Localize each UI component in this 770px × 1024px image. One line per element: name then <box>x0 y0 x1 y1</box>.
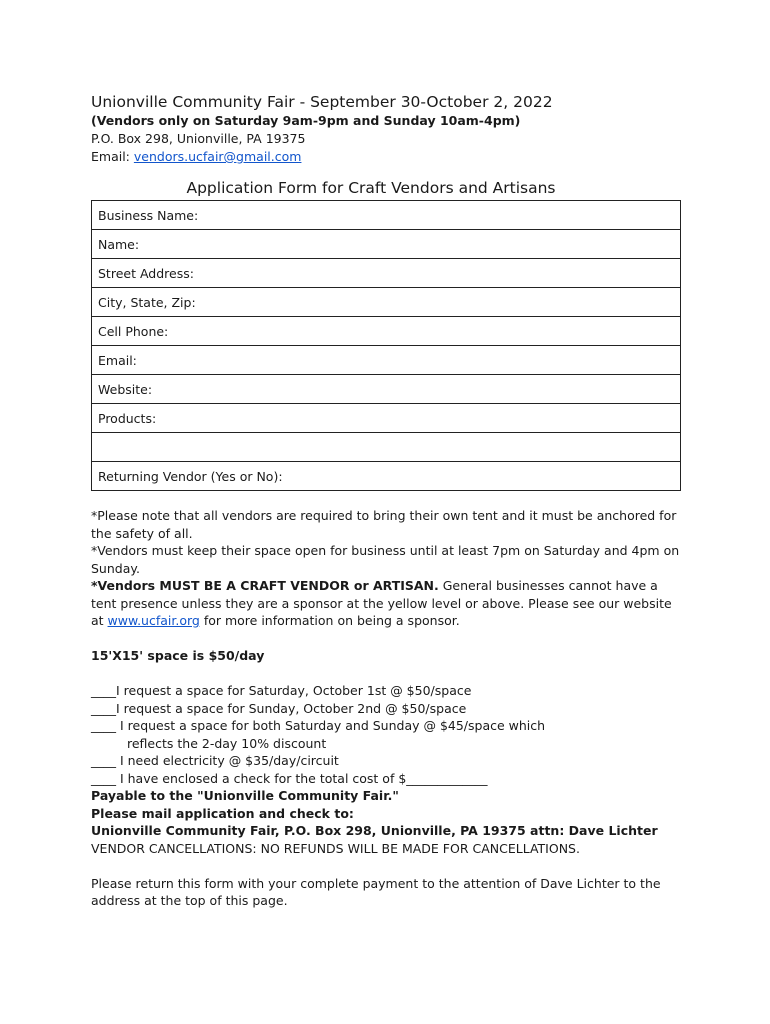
field-name[interactable]: Name: <box>92 230 681 259</box>
email-line <box>91 148 681 166</box>
field-returning-vendor[interactable]: Returning Vendor (Yes or No): <box>92 462 681 491</box>
tent-note: *Please note that all vendors are required to bring their own tent and it must be anchored for the safety of all. <box>91 508 677 541</box>
option-saturday[interactable]: ____I request a space for Saturday, October 1st @ $50/space <box>91 683 472 698</box>
email-label: Email: <box>91 149 134 164</box>
notes-section <box>91 507 681 910</box>
option-electricity[interactable]: ____ I need electricity @ $35/day/circuit <box>91 753 339 768</box>
field-business-name[interactable]: Business Name: <box>92 201 681 230</box>
field-email[interactable]: Email: <box>92 346 681 375</box>
option-sunday[interactable]: ____I request a space for Sunday, October 2nd @ $50/space <box>91 700 467 716</box>
cancellations-line: VENDOR CANCELLATIONS: NO REFUNDS WILL BE MADE FOR CANCELLATIONS. <box>91 840 580 856</box>
hours-note: *Vendors must keep their space open for business until at least 7pm on Saturday and 4pm on Sunday. <box>91 543 680 576</box>
craft-note-text: General businesses cannot have a tent presence unless they are a sponsor at the yellow level or above. Please see our website at <box>91 578 672 628</box>
table-row[interactable] <box>92 462 681 491</box>
table-row[interactable] <box>92 433 681 462</box>
table-row[interactable] <box>92 404 681 433</box>
document-page <box>91 92 681 910</box>
table-row[interactable] <box>92 346 681 375</box>
field-products[interactable]: Products: <box>92 404 681 433</box>
field-street-address[interactable]: Street Address: <box>92 259 681 288</box>
field-cell-phone[interactable]: Cell Phone: <box>92 317 681 346</box>
mailing-address: P.O. Box 298, Unionville, PA 19375 <box>91 131 306 146</box>
option-both-days[interactable]: ____ I request a space for both Saturday and Sunday @ $45/space which <box>91 718 546 733</box>
fair-title: Unionville Community Fair - September 30-October 2, 2022 <box>91 93 553 111</box>
option-both-days-discount: reflects the 2-day 10% discount <box>127 735 327 751</box>
table-row[interactable] <box>92 259 681 288</box>
option-check[interactable]: ____ I have enclosed a check for the total cost of $_____________ <box>91 770 488 786</box>
website-link[interactable]: www.ucfair.org <box>107 613 200 628</box>
table-row[interactable] <box>92 230 681 259</box>
table-row[interactable] <box>92 201 681 230</box>
craft-note-end: for more information on being a sponsor. <box>199 613 460 628</box>
mail-address-line: Unionville Community Fair, P.O. Box 298, Unionville, PA 19375 attn: Dave Lichter <box>91 823 658 838</box>
mail-line: Please mail application and check to: <box>91 805 354 821</box>
table-row[interactable] <box>92 317 681 346</box>
field-city-state-zip[interactable]: City, State, Zip: <box>92 288 681 317</box>
vendor-hours: (Vendors only on Saturday 9am-9pm and Sunday 10am-4pm) <box>91 113 521 128</box>
table-row[interactable] <box>92 375 681 404</box>
application-table <box>91 200 681 491</box>
form-title: Application Form for Craft Vendors and Artisans <box>186 179 556 197</box>
email-link[interactable]: vendors.ucfair@gmail.com <box>133 149 302 164</box>
payable-line: Payable to the "Unionville Community Fair." <box>91 788 399 803</box>
craft-note <box>91 577 681 630</box>
table-row[interactable] <box>92 288 681 317</box>
space-price: 15'X15' space is $50/day <box>91 648 265 663</box>
craft-note-bold: *Vendors MUST BE A CRAFT VENDOR or ARTISAN. <box>91 578 439 593</box>
field-products-continued[interactable] <box>92 433 681 462</box>
return-instructions: Please return this form with your complete payment to the attention of Dave Lichter to the address at the top of this page. <box>91 875 661 908</box>
field-website[interactable]: Website: <box>92 375 681 404</box>
